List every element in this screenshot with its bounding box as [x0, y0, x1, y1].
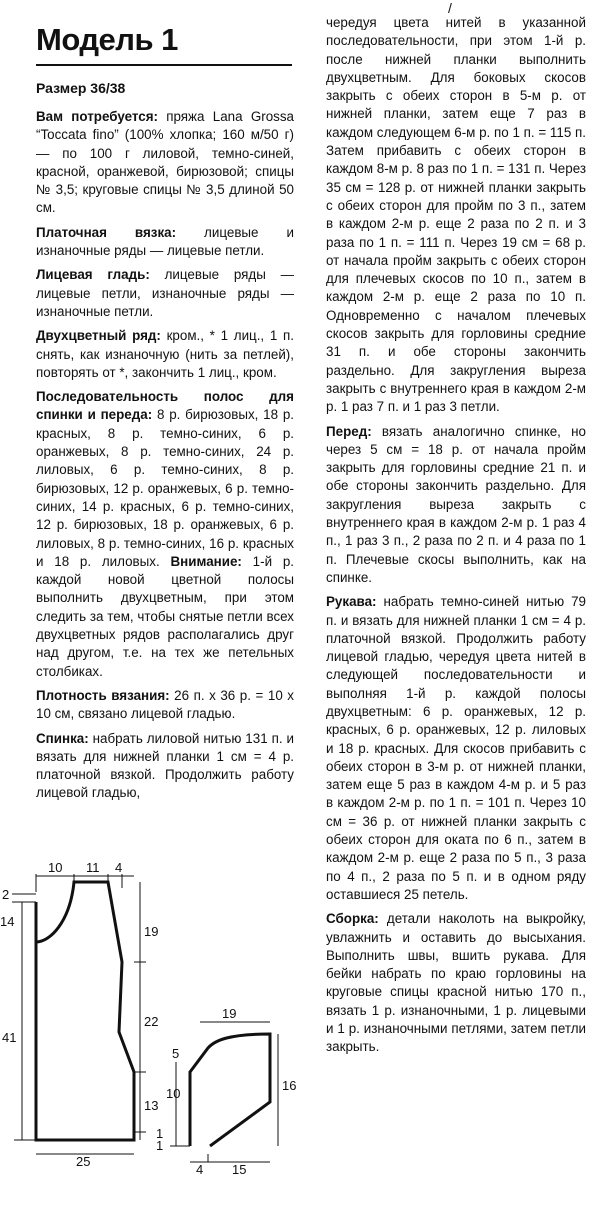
garter-stitch-paragraph: Платочная вязка: лицевые и изнаночные ряды — лицевые петли.: [36, 224, 294, 259]
sleeve-piece-outline: [190, 1034, 270, 1146]
dim-label: 41: [2, 1030, 17, 1045]
two-color-row-paragraph: Двухцветный ряд: кром., * 1 лиц., 1 п. снять, как изнаночную (нить за петлей), повторять от *, закончить 1 лиц., кром.: [36, 328, 294, 380]
dim-label: 15: [232, 1162, 247, 1177]
dim-label: 14: [0, 914, 15, 929]
stockinette-paragraph: Лицевая гладь: лицевые ряды — лицевые петли, изнаночные ряды — изнаночные петли.: [36, 267, 295, 319]
stray-mark: /: [448, 0, 452, 16]
dim-label: 1: [156, 1138, 164, 1153]
dim-label: 25: [76, 1154, 91, 1169]
gauge-paragraph: Плотность вязания: 26 п. х 36 р. = 10 х 10 см, связано лицевой гладью.: [36, 687, 295, 722]
dim-label: 10: [166, 1086, 181, 1101]
left-column: [36, 22, 294, 809]
dimension-labels: [0, 862, 296, 1177]
dim-label: 22: [144, 1014, 159, 1029]
dim-label: 19: [144, 924, 159, 939]
dim-label: 16: [282, 1078, 297, 1093]
dim-label: 2: [2, 887, 10, 902]
stripe-sequence-paragraph: Последовательность полос для спинки и переда: 8 р. бирюзовых, 18 р. красных, 8 р. темно-синих, 6 р. оранжевых, 8 р. темно-синих, 24 р. лиловых, 6 р. темно-синих, 8 р. бирюзовых, 12 р. оранжевых, 6 р. темно-синих, 14 р. красных, 6 р. темно-синих, 12 р. бирюзовых, 18 р. оранжевых, 6 р. лиловых, 8 р. темно-синих, 16 р. красных и 18 р. лиловых. Внимание: 1-й р. каждой новой цветной полосы выполнить двухцветным, при этом следить за тем, чтобы снятые петли всех двухцветных рядов располагались друг над другом, т.е. на тех же петельных столбиках.: [36, 389, 295, 679]
page-title: Модель 1: [36, 22, 178, 57]
sleeves-paragraph: Рукава: набрать темно-синей нитью 79 п. и вязать для нижней планки 1 см = 4 р. платочной вязкой. Продолжить работу лицевой гладью, чередуя цвета нитей в следующей последовательности и выполняя 1-й р. каждой полосы двухцветным: 6 р. оранжевых, 12 р. красных, 6 р. оранжевых, 12 р. лиловых и 18 р. красных. Для скосов прибавить с обеих сторон в 3-м р. от нижней планки, затем еще 5 раз в каждом 4-м р. и 5 раз в каждом 2-м р. по 1 п. = 101 п. Через 10 см = 36 р. от нижней планки закрыть с обеих сторон для оката по 6 п., затем в каждом 2-м р. еще 2 раза по 5 п., 3 раза по 4 п., 2 раза по 5 п. и в одном ряду оставшиеся 25 петель.: [326, 594, 586, 902]
title-divider: [36, 64, 292, 66]
dim-label: 13: [144, 1098, 159, 1113]
dim-label: 10: [48, 862, 63, 875]
materials-paragraph: Вам потребуется: пряжа Lana Grossa “Toccata fino” (100% хлопка; 160 м/50 г) — по 100 г лиловой, темно-синей, красной, оранжевой, бирюзовой; спицы № 3,5; круговые спицы № 3,5 длиной 50 см.: [36, 109, 294, 216]
dim-label: 19: [222, 1006, 237, 1021]
assembly-paragraph: Сборка: детали наколоть на выкройку, увлажнить и оставить до высыхания. Выполнить швы, вшить рукава. Для бейки набрать по краю горловины на круговые спицы красной нитью 170 п., вязать 1 р. изнаночными, 1 р. лицевыми и 1 р. изнаночными петлями, затем петли закрыть.: [326, 911, 586, 1055]
dim-label: 11: [86, 862, 100, 875]
right-column: [326, 14, 586, 1063]
back-continued-paragraph: чередуя цвета нитей в указанной последовательности, при этом 1-й р. после нижней планки выполнить двухцветным. Для боковых скосов закрыть с обеих сторон в 5-м р. от нижней планки, затем еще 7 раз в каждом следующем 6-м р. по 1 п. = 115 п. Затем прибавить с обеих сторон в каждом 8-м р. 8 раз по 1 п. = 131 п. Через 35 см = 128 р. от нижней планки закрыть с обеих сторон для пройм по 3 п., затем в каждом 2-м р. еще 2 раза по 2 п. и 3 раза по 1 п. = 111 п. Через 19 см = 68 р. от начала пройм закрыть с обеих сторон для плечевых скосов по 10 п., затем в каждом 2-м р. еще 2 раза по 10 п. Одновременно с началом плечевых скосов закрыть для горловины средние 31 п. и обе стороны закончить раздельно. Для закругления выреза закрыть с внутреннего края в каждом 2-м р. 1 раз 7 п. и 1 раз 3 петли.: [326, 15, 586, 415]
back-paragraph: Спинка: набрать лиловой нитью 131 п. и вязать для нижней планки 1 см = 4 р. платочной вязкой. Продолжить работу лицевой гладью,: [36, 730, 294, 801]
dim-label: 4: [196, 1162, 204, 1177]
size-label: Размер 36/38: [36, 80, 126, 96]
dim-label: 4: [115, 862, 123, 875]
body-piece-outline: [36, 882, 134, 1140]
pattern-schematic: [0, 862, 300, 1207]
dim-label: 5: [172, 1046, 180, 1061]
front-paragraph: Перед: вязать аналогично спинке, но через 5 см = 18 р. от начала пройм закрыть для горловины средние 21 п. и обе стороны закончить раздельно. Для закругления выреза закрыть с внутреннего края в каждом 2-м р. 1 раз 4 п., 1 раз 3 п., 2 раза по 2 п. и 4 раза по 1 п. Плечевые скосы выполнить, как на спинке.: [326, 423, 586, 585]
dim-label: 1: [156, 1126, 164, 1141]
